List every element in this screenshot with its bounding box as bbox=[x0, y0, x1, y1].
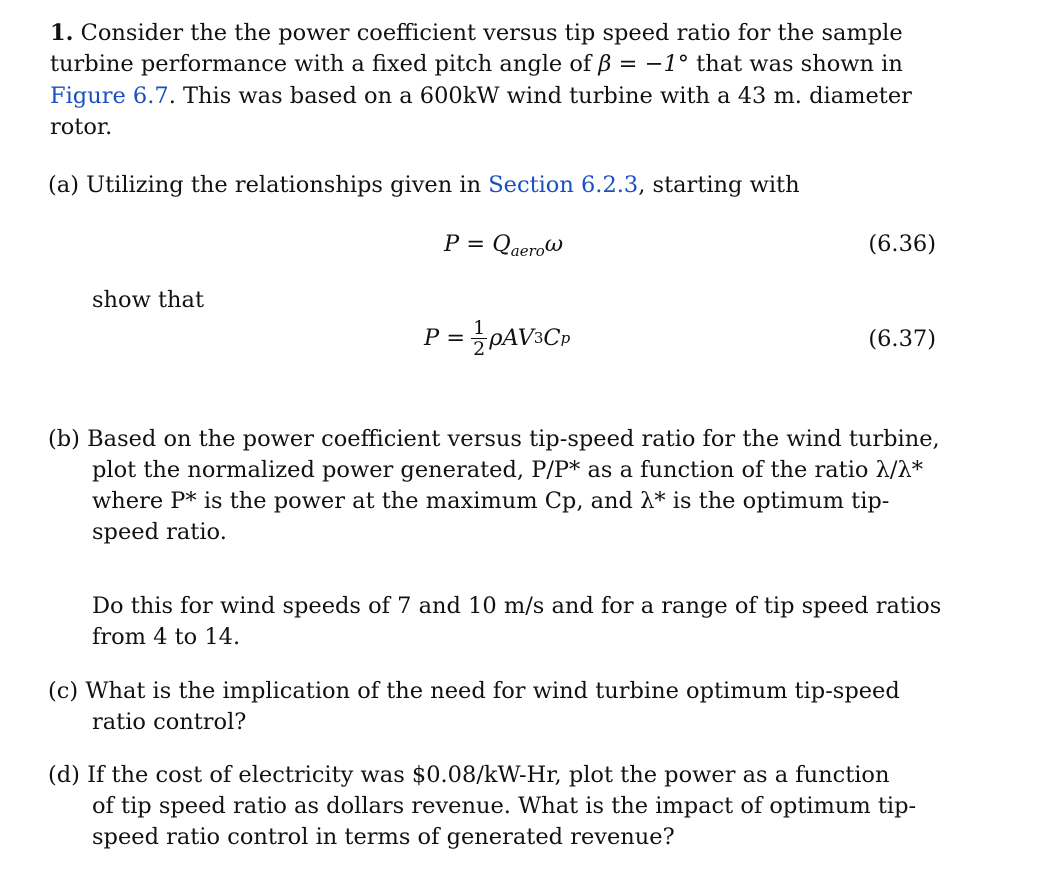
problem-number: 1. bbox=[50, 20, 74, 46]
problem-intro-line-4: rotor. bbox=[50, 114, 113, 140]
equation-6-36: $P = Q_{aero}\omega$ bbox=[444, 231, 564, 260]
one-half-fraction: $\frac{1}{2}$ bbox=[473, 316, 486, 360]
pitch-angle-math: β = −1° bbox=[598, 51, 690, 77]
part-b-line-2: plot the normalized power generated, P/P* as a function of the ratio λ/λ* bbox=[92, 457, 923, 483]
part-d-line-3: speed ratio control in terms of generated revenue? bbox=[92, 824, 675, 850]
equation-number-6-37: (6.37) bbox=[868, 326, 936, 352]
part-d-line-1: (d) If the cost of electricity was $0.08/kW-Hr, plot the power as a function bbox=[48, 762, 890, 788]
part-c-label: (c) bbox=[48, 678, 79, 704]
part-b-label: (b) bbox=[48, 426, 80, 452]
part-b-line-1: (b) Based on the power coefficient versus tip-speed ratio for the wind turbine, bbox=[48, 426, 940, 452]
part-c-line-2: ratio control? bbox=[92, 709, 247, 735]
equation-6-37: P = $\frac{1}{2}$ ρAV 3 C p bbox=[424, 316, 571, 360]
part-d-line-2: of tip speed ratio as dollars revenue. What is the impact of optimum tip- bbox=[92, 793, 917, 819]
part-b-line-3: where P* is the power at the maximum Cp, and λ* is the optimum tip- bbox=[92, 488, 890, 514]
section-link[interactable]: Section 6.2.3 bbox=[488, 172, 639, 198]
part-a-line-1: (a) Utilizing the relationships given in Section 6.2.3, starting with bbox=[48, 172, 800, 198]
problem-intro-line-1: 1. Consider the the power coefficient versus tip speed ratio for the sample bbox=[50, 20, 903, 46]
part-c-line-1: (c) What is the implication of the need for wind turbine optimum tip-speed bbox=[48, 678, 900, 704]
part-b-line-4: speed ratio. bbox=[92, 519, 227, 545]
problem-intro-line-3: Figure 6.7. This was based on a 600kW wind turbine with a 43 m. diameter bbox=[50, 83, 912, 109]
show-that-text: show that bbox=[92, 287, 204, 313]
problem-intro-line-2: turbine performance with a fixed pitch angle of β = −1° that was shown in bbox=[50, 51, 903, 77]
figure-link[interactable]: Figure 6.7 bbox=[50, 83, 169, 109]
part-b-para2-line-2: from 4 to 14. bbox=[92, 624, 241, 650]
part-b-para2-line-1: Do this for wind speeds of 7 and 10 m/s and for a range of tip speed ratios bbox=[92, 593, 942, 619]
equation-number-6-36: (6.36) bbox=[868, 231, 936, 257]
part-a-label: (a) bbox=[48, 172, 79, 198]
part-d-label: (d) bbox=[48, 762, 80, 788]
